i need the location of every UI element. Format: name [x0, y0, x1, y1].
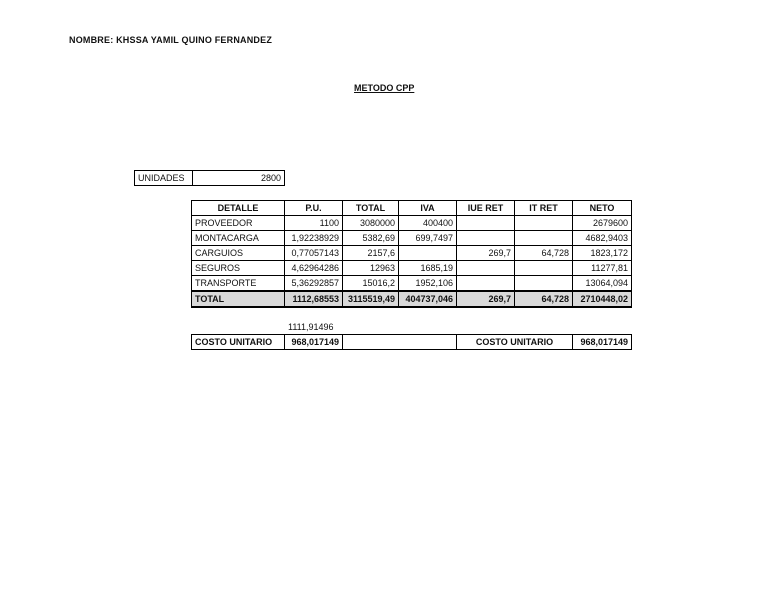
unit-cost-row — [192, 335, 632, 350]
cell: 2157,6 — [343, 246, 399, 261]
table-row — [192, 246, 632, 261]
total-row — [192, 291, 632, 307]
cell: 11277,81 — [573, 261, 632, 276]
cell: TRANSPORTE — [192, 276, 285, 292]
unit-cost-table — [191, 334, 632, 350]
cell — [515, 261, 573, 276]
cell: 5,36292857 — [285, 276, 343, 292]
cell: MONTACARGA — [192, 231, 285, 246]
page-title: METODO CPP — [354, 83, 415, 93]
cell: 64,728 — [515, 291, 573, 307]
cell: 269,7 — [457, 246, 515, 261]
col-header: DETALLE — [192, 201, 285, 216]
units-label: UNIDADES — [135, 171, 193, 186]
col-header: TOTAL — [343, 201, 399, 216]
student-name: NOMBRE: KHSSA YAMIL QUINO FERNANDEZ — [69, 35, 273, 45]
cell: 4682,9403 — [573, 231, 632, 246]
cell: 13064,094 — [573, 276, 632, 292]
unit-cost-value-right: 968,017149 — [573, 335, 632, 350]
cell — [457, 261, 515, 276]
cell: 0,77057143 — [285, 246, 343, 261]
cell: 1952,106 — [399, 276, 457, 292]
cell — [399, 246, 457, 261]
table-row — [192, 261, 632, 276]
col-header: IVA — [399, 201, 457, 216]
unit-cost-label-left: COSTO UNITARIO — [192, 335, 285, 350]
cell: TOTAL — [192, 291, 285, 307]
unit-cost-value-left: 968,017149 — [285, 335, 343, 350]
empty-cell — [343, 335, 457, 350]
cell — [515, 216, 573, 231]
col-header: P.U. — [285, 201, 343, 216]
cell: 3115519,49 — [343, 291, 399, 307]
cell: 2679600 — [573, 216, 632, 231]
cell: 12963 — [343, 261, 399, 276]
cell: 699,7497 — [399, 231, 457, 246]
cell: 2710448,02 — [573, 291, 632, 307]
cell: 1100 — [285, 216, 343, 231]
col-header: IUE RET — [457, 201, 515, 216]
cell: SEGUROS — [192, 261, 285, 276]
cell: 5382,69 — [343, 231, 399, 246]
cell: 400400 — [399, 216, 457, 231]
cell — [515, 231, 573, 246]
cell — [457, 276, 515, 292]
cell: 1112,68553 — [285, 291, 343, 307]
cell: 4,62964286 — [285, 261, 343, 276]
cell: 3080000 — [343, 216, 399, 231]
cpp-table — [191, 200, 632, 308]
col-header: IT RET — [515, 201, 573, 216]
table-row — [192, 276, 632, 292]
cell: CARGUIOS — [192, 246, 285, 261]
cell: 15016,2 — [343, 276, 399, 292]
table-row — [192, 231, 632, 246]
table-row — [192, 216, 632, 231]
cell — [457, 231, 515, 246]
col-header: NETO — [573, 201, 632, 216]
calc-note-value: 1111,91496 — [288, 322, 334, 332]
cell: 64,728 — [515, 246, 573, 261]
header-row — [192, 201, 632, 216]
cell: PROVEEDOR — [192, 216, 285, 231]
cell: 1823,172 — [573, 246, 632, 261]
cell — [457, 216, 515, 231]
cell: 1,92238929 — [285, 231, 343, 246]
units-value: 2800 — [193, 171, 285, 186]
unit-cost-label-right: COSTO UNITARIO — [457, 335, 573, 350]
cell: 269,7 — [457, 291, 515, 307]
cell: 1685,19 — [399, 261, 457, 276]
cell: 404737,046 — [399, 291, 457, 307]
cell — [515, 276, 573, 292]
units-table — [134, 170, 285, 186]
